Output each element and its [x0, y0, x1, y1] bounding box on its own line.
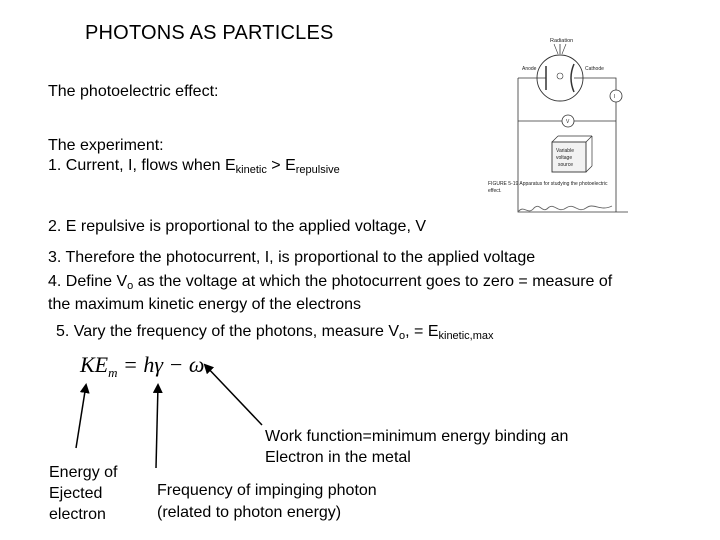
- figure-source-line-3: source: [558, 162, 574, 168]
- item-5-middle: , = E: [405, 323, 439, 340]
- figure-cathode-label: Cathode: [585, 66, 604, 72]
- photoelectric-apparatus-figure: [488, 32, 628, 227]
- equation-ke: KE: [80, 352, 109, 377]
- item-5-prefix: 5. Vary the frequency of the photons, measure V: [56, 323, 400, 340]
- figure-i-label: I: [614, 94, 616, 100]
- figure-caption-line-2: effect.: [488, 188, 502, 194]
- work-line-1: Work function=minimum energy binding an: [265, 428, 569, 445]
- arrow-work-function: [205, 365, 262, 425]
- ammeter-icon: [610, 90, 622, 102]
- item-3: 3. Therefore the photocurrent, I, is proportional to the applied voltage: [48, 249, 536, 266]
- photoelectric-heading: The photoelectric effect:: [48, 83, 219, 100]
- item-1-middle: > E: [266, 157, 296, 174]
- item-4-line-2: the maximum kinetic energy of the electrons: [48, 296, 362, 313]
- energy-line-2: Ejected: [49, 485, 103, 502]
- handwritten-signature: [518, 206, 612, 212]
- arrow-frequency: [156, 385, 158, 468]
- energy-line-3: electron: [49, 506, 106, 523]
- item-4-rest: as the voltage at which the photocurrent goes to zero = measure of: [133, 273, 613, 290]
- item-2: 2. E repulsive is proportional to the applied voltage, V: [48, 218, 427, 235]
- frequency-line-2: (related to photon energy): [157, 504, 342, 521]
- work-function-annotation: [265, 426, 568, 468]
- frequency-annotation: [157, 480, 377, 524]
- item-1-sub-repulsive: repulsive: [295, 164, 340, 176]
- item-5-sub-kinetic-max: kinetic,max: [438, 330, 494, 342]
- experiment-heading: The experiment:: [48, 137, 164, 154]
- item-4-prefix: 4. Define V: [48, 273, 128, 290]
- item-4-sub: o: [127, 280, 134, 292]
- figure-source-line-2: voltage: [556, 155, 573, 161]
- figure-caption-line-1: FIGURE 5-19 Apparatus for studying the photoelectric: [488, 181, 608, 187]
- slide-title: PHOTONS AS PARTICLES: [85, 22, 334, 44]
- work-line-2: Electron in the metal: [265, 449, 411, 466]
- energy-line-1: Energy of: [49, 464, 118, 481]
- figure-anode-label: Anode: [522, 66, 537, 72]
- equation-subscript-m: m: [108, 365, 118, 380]
- arrow-energy: [76, 385, 86, 448]
- item-5-sub-o: o: [399, 330, 406, 342]
- energy-annotation: [49, 462, 117, 525]
- equation-rest: = hγ − ω: [117, 352, 205, 377]
- figure-v-label: V: [566, 119, 570, 125]
- item-1-sub-kinetic: kinetic: [235, 164, 267, 176]
- frequency-line-1: Frequency of impinging photon: [157, 482, 377, 499]
- figure-radiation-label: Radiation: [550, 38, 574, 44]
- item-1-text: 1. Current, I, flows when E: [48, 157, 236, 174]
- figure-source-line-1: Variable: [556, 148, 574, 154]
